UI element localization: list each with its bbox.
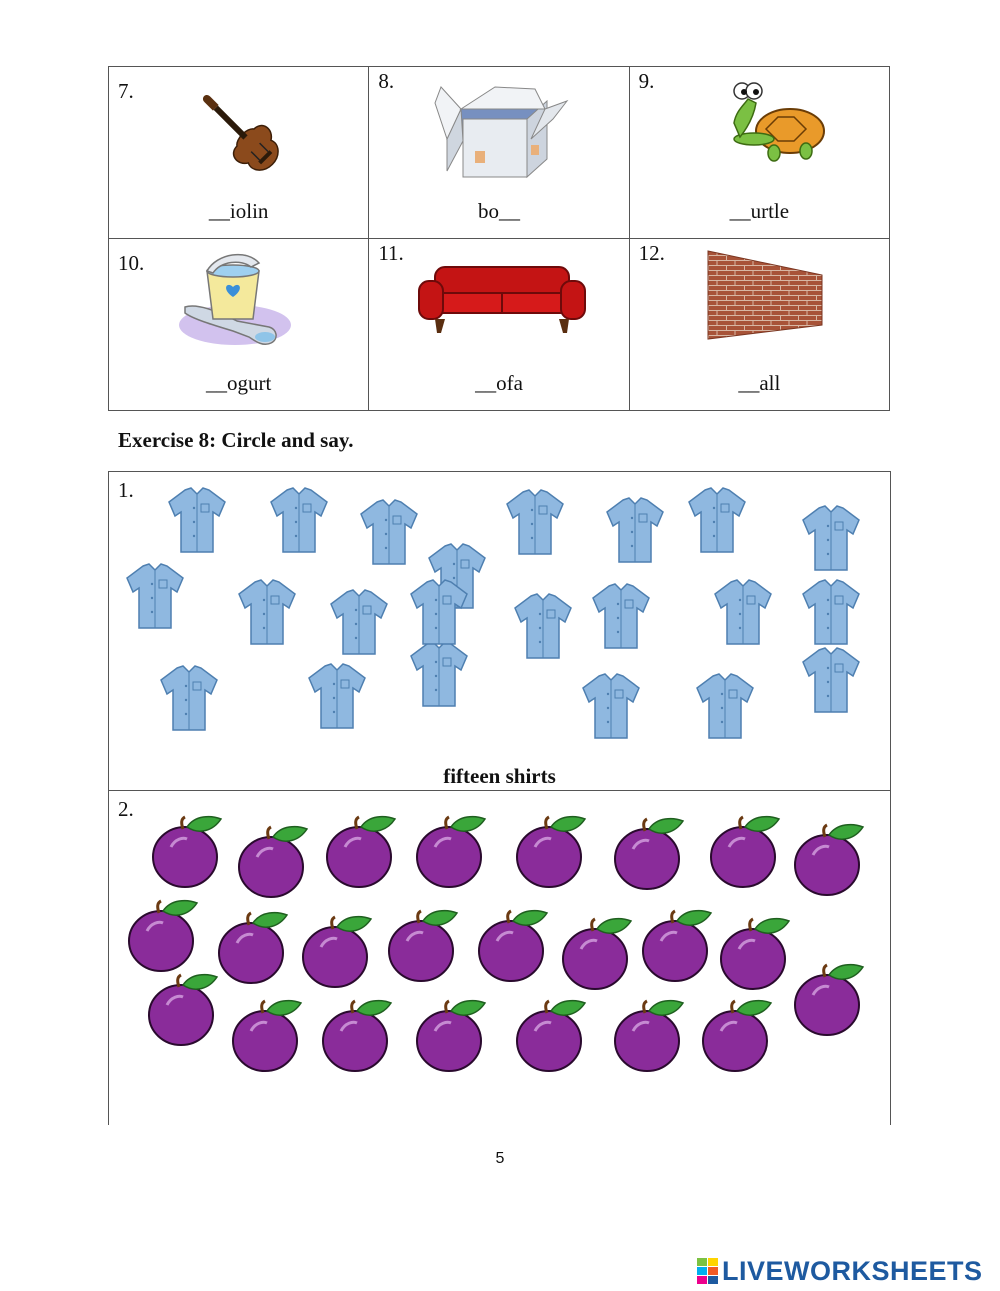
- shirt-icon: [409, 640, 469, 708]
- shirt-icon: [167, 486, 227, 554]
- exercise-item-plums: [108, 790, 891, 1125]
- vocab-cell-yogurt: [109, 239, 369, 411]
- page-number: 5: [495, 1150, 505, 1167]
- shirt-icon: [687, 486, 747, 554]
- box-icon: [435, 79, 570, 179]
- shirt-icon: [713, 578, 773, 646]
- plum-icon: [709, 813, 781, 889]
- violin-icon: [187, 79, 287, 179]
- plum-icon: [515, 997, 587, 1073]
- shirt-icon: [801, 504, 861, 572]
- shirt-icon: [237, 578, 297, 646]
- plum-icon: [719, 915, 791, 991]
- exercise-heading: Exercise 8: Circle and say.: [118, 428, 354, 452]
- plum-icon: [793, 961, 865, 1037]
- item-number: 12.: [638, 241, 665, 265]
- plum-icon: [387, 907, 459, 983]
- word-blank: __all: [738, 371, 781, 395]
- plum-icon: [613, 815, 685, 891]
- vocab-cell-box: [369, 67, 629, 239]
- plum-icon: [515, 813, 587, 889]
- plum-icon: [701, 997, 773, 1073]
- shirt-icon: [329, 588, 389, 656]
- wall-icon: [708, 251, 824, 341]
- vocab-table: [108, 66, 890, 411]
- item-number: 1.: [118, 478, 134, 502]
- sofa-icon: [417, 263, 587, 335]
- logo-blocks-icon: [697, 1258, 718, 1284]
- shirt-icon: [125, 562, 185, 630]
- word-blank: __ofa: [475, 371, 523, 395]
- word-blank: __ogurt: [206, 371, 272, 395]
- item-number: 7.: [118, 79, 134, 103]
- brand-name: LIVEWORKSHEETS: [722, 1255, 983, 1286]
- turtle-icon: [714, 77, 829, 167]
- item-number: 2.: [118, 797, 134, 821]
- exercise-item-shirts: [108, 471, 891, 791]
- plum-icon: [231, 997, 303, 1073]
- plum-icon: [147, 971, 219, 1047]
- vocab-cell-violin: [109, 67, 369, 239]
- item-number: 8.: [378, 69, 395, 93]
- shirt-icon: [359, 498, 419, 566]
- vocab-cell-turtle: [629, 67, 889, 239]
- plum-icon: [151, 813, 223, 889]
- word-blank: bo__: [477, 199, 520, 223]
- item-number: 11.: [378, 241, 404, 265]
- plum-icon: [301, 913, 373, 989]
- vocab-cell-sofa: [369, 239, 629, 411]
- plum-icon: [793, 821, 865, 897]
- plum-icon: [217, 909, 289, 985]
- word-blank: __urtle: [729, 199, 790, 223]
- liveworksheets-logo: [697, 1256, 983, 1286]
- shirt-icon: [269, 486, 329, 554]
- vocab-cell-wall: [629, 239, 889, 411]
- item-number: 10.: [118, 251, 145, 275]
- plum-icon: [477, 907, 549, 983]
- shirt-icon: [801, 578, 861, 646]
- plum-icon: [613, 997, 685, 1073]
- shirt-icon: [505, 488, 565, 556]
- plum-icon: [237, 823, 309, 899]
- word-blank: __iolin: [208, 199, 269, 223]
- plum-icon: [561, 915, 633, 991]
- shirt-icon: [159, 664, 219, 732]
- plum-icon: [127, 897, 199, 973]
- shirt-icon: [581, 672, 641, 740]
- shirt-icon: [409, 578, 469, 646]
- plum-icon: [641, 907, 713, 983]
- shirt-icon: [695, 672, 755, 740]
- plum-icon: [415, 997, 487, 1073]
- plum-icon: [415, 813, 487, 889]
- plum-icon: [321, 997, 393, 1073]
- shirt-icon: [307, 662, 367, 730]
- shirt-icon: [591, 582, 651, 650]
- yogurt-icon: [177, 247, 292, 347]
- item-number: 9.: [638, 69, 655, 93]
- shirt-icon: [513, 592, 573, 660]
- shirt-icon: [605, 496, 665, 564]
- exercise-caption: fifteen shirts: [443, 764, 556, 788]
- plum-icon: [325, 813, 397, 889]
- shirt-icon: [801, 646, 861, 714]
